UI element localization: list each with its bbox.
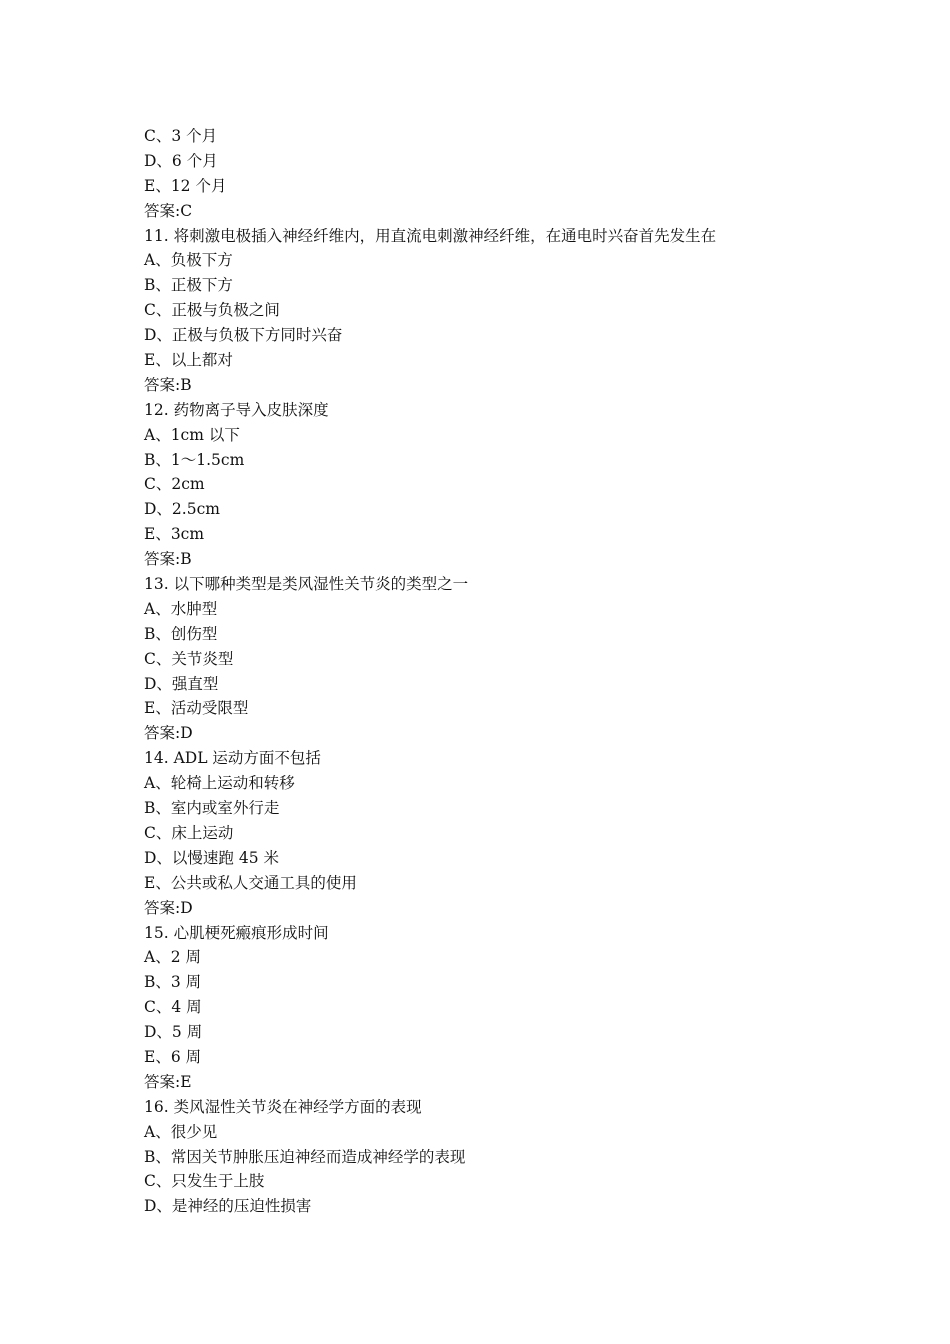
answer: 答案:C xyxy=(144,201,193,220)
option-a: A、轮椅上运动和转移 xyxy=(144,774,295,793)
option-c: C、床上运动 xyxy=(144,823,234,842)
option-b: B、正极下方 xyxy=(144,276,233,295)
option-c: C、正极与负极之间 xyxy=(144,301,280,320)
option-e: E、公共或私人交通工具的使用 xyxy=(144,873,357,892)
option-a: A、2 周 xyxy=(144,948,201,967)
option-b: B、3 周 xyxy=(144,973,202,992)
question-13: 13. 以下哪种类型是类风湿性关节炎的类型之一 xyxy=(144,575,469,594)
option-e: E、12 个月 xyxy=(144,176,227,195)
option-c: C、4 周 xyxy=(144,998,202,1017)
question-12: 12. 药物离子导入皮肤深度 xyxy=(144,400,329,419)
answer: 答案:E xyxy=(144,1072,192,1091)
option-d: D、6 个月 xyxy=(144,151,218,170)
option-c: C、只发生于上肢 xyxy=(144,1172,265,1191)
option-c: C、3 个月 xyxy=(144,127,218,145)
answer: 答案:D xyxy=(144,724,193,743)
document-body xyxy=(144,124,824,1219)
answer: 答案:D xyxy=(144,898,193,917)
option-a: A、水肿型 xyxy=(144,599,218,618)
option-a: A、负极下方 xyxy=(144,251,233,270)
question-14: 14. ADL 运动方面不包括 xyxy=(144,749,321,768)
option-d: D、以慢速跑 45 米 xyxy=(144,848,280,867)
option-e: E、3cm xyxy=(144,525,205,544)
option-e: E、6 周 xyxy=(144,1047,202,1066)
option-b: B、常因关节肿胀压迫神经而造成神经学的表现 xyxy=(144,1147,466,1166)
option-d: D、5 周 xyxy=(144,1023,203,1042)
option-a: A、很少见 xyxy=(144,1122,218,1141)
option-d: D、正极与负极下方同时兴奋 xyxy=(144,326,343,345)
option-a: A、1cm 以下 xyxy=(144,425,240,444)
option-b: B、创伤型 xyxy=(144,624,218,643)
option-c: C、2cm xyxy=(144,475,205,494)
option-b: B、室内或室外行走 xyxy=(144,799,280,818)
option-e: E、以上都对 xyxy=(144,351,233,370)
option-d: D、强直型 xyxy=(144,674,219,693)
question-11: 11. 将刺激电极插入神经纤维内，用直流电刺激神经纤维，在通电时兴奋首先发生在 xyxy=(144,226,717,245)
option-d: D、是神经的压迫性损害 xyxy=(144,1197,312,1216)
option-c: C、关节炎型 xyxy=(144,649,234,668)
option-d: D、2.5cm xyxy=(144,500,220,519)
answer: 答案:B xyxy=(144,375,192,394)
option-e: E、活动受限型 xyxy=(144,699,249,718)
option-b: B、1～1.5cm xyxy=(144,450,245,469)
question-16: 16. 类风湿性关节炎在神经学方面的表现 xyxy=(144,1097,422,1116)
question-15: 15. 心肌梗死瘢痕形成时间 xyxy=(144,923,329,942)
answer: 答案:B xyxy=(144,550,192,569)
